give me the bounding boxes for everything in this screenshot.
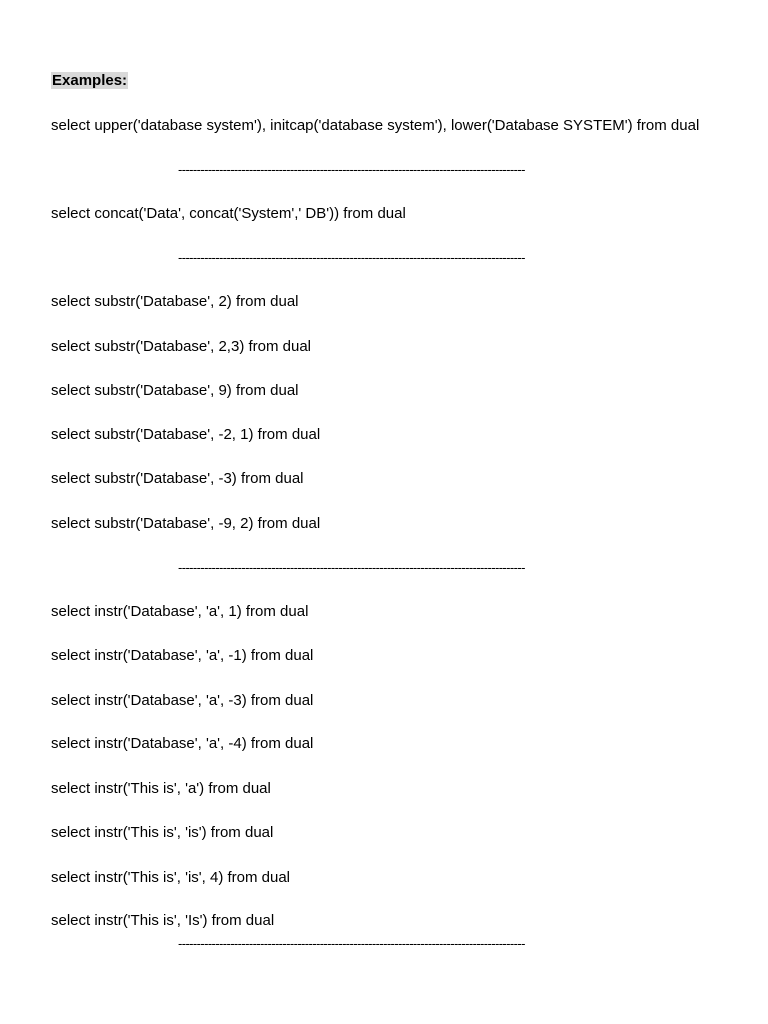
substr-example-2: select substr('Database', 2,3) from dual xyxy=(51,338,312,355)
separator-1: --------------------------------------------------------------------------------------------- xyxy=(178,162,525,177)
instr-example-3: select instr('Database', 'a', -3) from dual xyxy=(51,692,314,709)
examples-heading-row xyxy=(51,70,128,92)
instr-example-2: select instr('Database', 'a', -1) from dual xyxy=(51,647,314,664)
instr-example-4: select instr('Database', 'a', -4) from dual xyxy=(51,735,314,752)
substr-example-1: select substr('Database', 2) from dual xyxy=(51,293,299,310)
separator-4: --------------------------------------------------------------------------------------------- xyxy=(178,936,525,951)
substr-example-3: select substr('Database', 9) from dual xyxy=(51,382,299,399)
examples-heading: Examples: xyxy=(52,72,128,89)
substr-example-6: select substr('Database', -9, 2) from dual xyxy=(51,515,321,532)
separator-2: --------------------------------------------------------------------------------------------- xyxy=(178,250,525,265)
instr-example-8: select instr('This is', 'Is') from dual xyxy=(51,912,275,929)
substr-example-5: select substr('Database', -3) from dual xyxy=(51,470,304,487)
separator-3: --------------------------------------------------------------------------------------------- xyxy=(178,560,525,575)
concat-example: select concat('Data', concat('System',' DB')) from dual xyxy=(51,205,406,222)
instr-example-6: select instr('This is', 'is') from dual xyxy=(51,824,274,841)
instr-example-7: select instr('This is', 'is', 4) from dual xyxy=(51,869,291,886)
upper-example: select upper('database system'), initcap('database system'), lower('Database SYSTEM') from dual xyxy=(51,117,700,134)
instr-example-5: select instr('This is', 'a') from dual xyxy=(51,780,271,797)
substr-example-4: select substr('Database', -2, 1) from dual xyxy=(51,426,321,443)
instr-example-1: select instr('Database', 'a', 1) from dual xyxy=(51,603,309,620)
